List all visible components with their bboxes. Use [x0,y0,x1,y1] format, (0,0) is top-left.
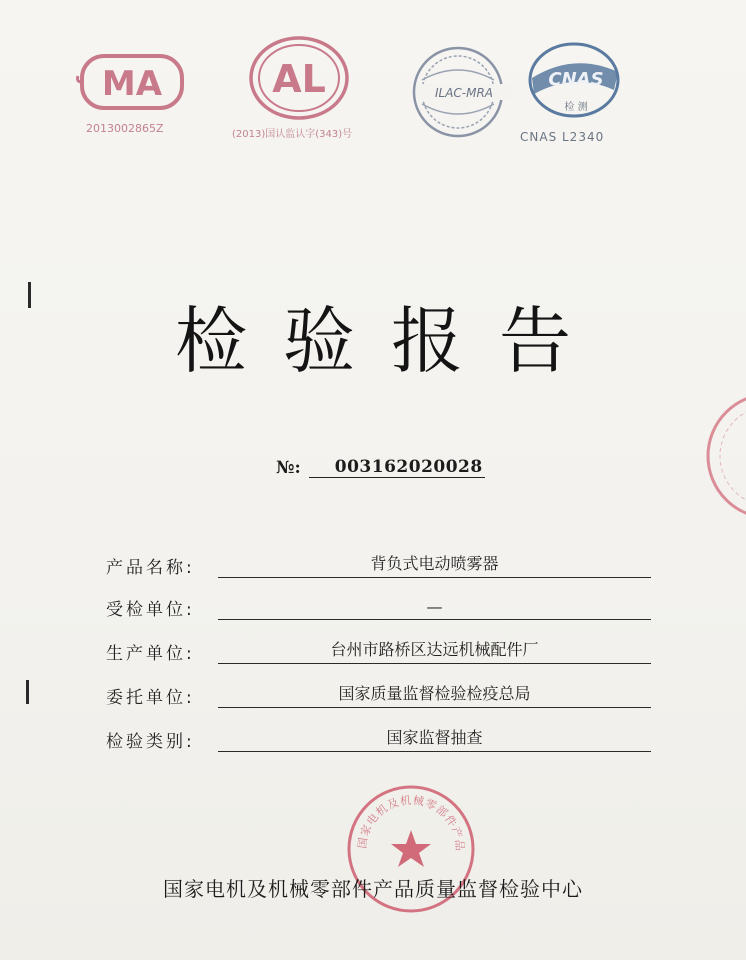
accreditation-logos [0,0,746,160]
cnas-logo [522,38,626,124]
ilac-mra-logo [408,42,512,142]
field-line [218,727,651,752]
edge-seal-stamp [700,386,746,526]
field-line [218,639,651,664]
field-label: 生产单位: [106,644,195,664]
field-manufacturer [106,634,651,664]
cma-logo-text: MA [101,64,163,104]
cal-logo-text: AL [272,57,326,101]
field-label: 委托单位: [106,688,195,708]
svg-text:国家电机及机械零部件产品质量监督检验中心: 国家电机及机械零部件产品 [355,793,467,853]
cma-logo [76,46,188,116]
field-line [218,683,651,708]
field-value: 台州市路桥区达远机械配件厂 [330,640,539,659]
cnas-caption: CNAS L2340 [520,130,605,144]
field-value: — [426,597,443,616]
field-value: 背负式电动喷雾器 [370,554,499,573]
report-number-label: №: [276,458,301,478]
field-label: 检验类别: [106,732,195,752]
cal-logo [247,34,351,122]
field-label: 受检单位: [106,600,195,620]
report-number-row [276,452,485,478]
field-line [218,553,651,578]
field-value: 国家监督抽查 [386,728,483,747]
report-number-value: 003162020028 [309,457,485,478]
report-title: 检验报告 [174,299,607,383]
cma-caption: 2013002865Z [86,122,164,135]
cnas-logo-text: CNAS [548,69,604,90]
margin-mark-bottom [26,680,29,704]
field-commissioning-unit [106,678,651,708]
issuing-organization: 国家电机及机械零部件产品质量监督检验中心 [163,877,583,901]
field-inspection-type [106,722,651,752]
cnas-sub-text: 检 测 [564,102,588,113]
ilac-mra-text: ILAC-MRA [434,86,494,100]
field-line [218,595,651,620]
field-label: 产品名称: [106,558,195,578]
field-inspected-unit [106,590,651,620]
field-value: 国家质量监督检验检疫总局 [338,684,531,703]
cal-caption: (2013)国认监认字(343)号 [232,129,353,140]
field-product-name [106,548,651,578]
